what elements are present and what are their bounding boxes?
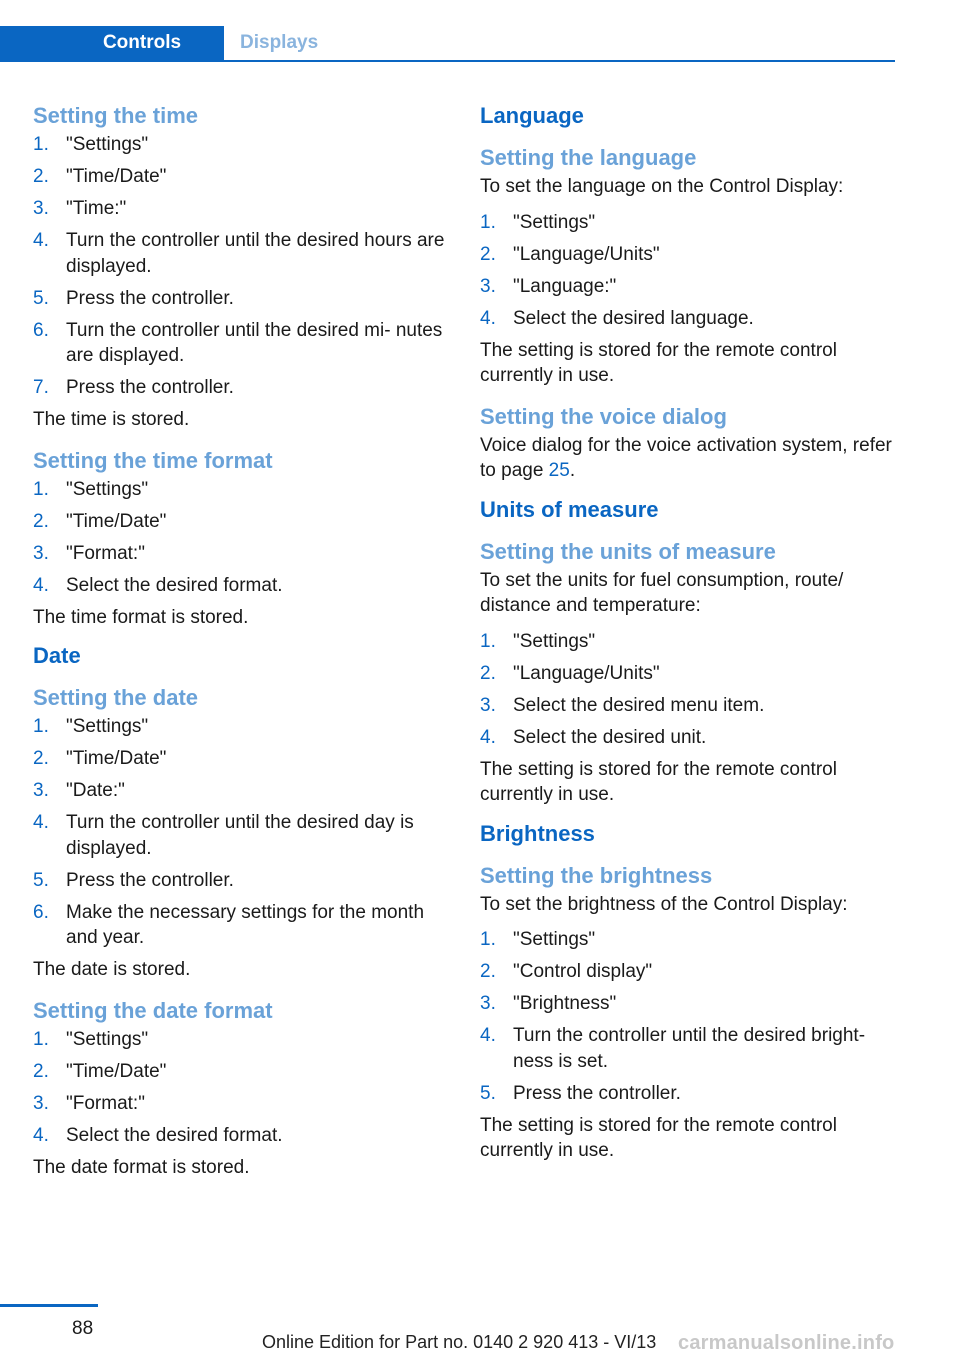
list-item: [33, 746, 453, 772]
intro-brightness: To set the brightness of the Control Display:: [480, 893, 848, 915]
step-text: "Format:": [66, 1092, 145, 1114]
list-item: [480, 306, 900, 332]
step-number: 3.: [480, 993, 496, 1014]
step-text: "Settings": [66, 478, 149, 500]
step-text: "Settings": [513, 630, 596, 652]
heading-setting-date-format: Setting the date format: [33, 997, 273, 1023]
list-item: [33, 541, 453, 567]
note-time-stored: The time is stored.: [33, 409, 190, 430]
step-text: "Time/Date": [66, 166, 167, 187]
heading-setting-brightness: Setting the brightness: [480, 862, 713, 888]
list-item: [480, 725, 900, 751]
heading-setting-time: Setting the time: [33, 103, 199, 128]
step-number: 5.: [33, 869, 49, 891]
heading-setting-language: Setting the language: [480, 145, 697, 170]
step-number: 1.: [33, 1028, 49, 1050]
step-text: "Settings": [66, 716, 149, 737]
edition-text: Online Edition for Part no. 0140 2 920 413 - VI/13: [262, 1332, 657, 1352]
heading-date: Date: [33, 643, 81, 668]
list-item: [33, 318, 453, 369]
note-date-format-stored: The date format is stored.: [33, 1156, 250, 1178]
intro-language: To set the language on the Control Display:: [480, 176, 844, 197]
step-text: Select the desired format.: [66, 574, 283, 596]
header-tab-bar: [0, 26, 895, 62]
heading-setting-time-format: Setting the time format: [33, 447, 273, 473]
step-text: "Settings": [66, 134, 149, 155]
step-number: 7.: [33, 377, 49, 398]
step-number: 5.: [480, 1082, 496, 1104]
heading-setting-voice-dialog: Setting the voice dialog: [480, 403, 727, 429]
step-number: 1.: [480, 211, 496, 233]
list-item: [33, 164, 453, 190]
voice-dialog-text: [480, 433, 900, 484]
heading-units-of-measure: Units of measure: [480, 496, 659, 522]
tab-controls[interactable]: Controls: [0, 26, 224, 60]
list-item: [33, 132, 453, 158]
list-item: [33, 196, 453, 222]
step-number: 3.: [33, 780, 49, 801]
step-number: 3.: [33, 198, 49, 219]
step-text: Select the desired menu item.: [513, 694, 765, 716]
list-item: [480, 1023, 900, 1074]
step-text: "Time/Date": [66, 748, 167, 769]
step-text: Turn the controller until the desired mi‐ nutes are displayed.: [66, 319, 443, 366]
list-item: [480, 629, 900, 655]
heading-brightness: Brightness: [480, 820, 595, 846]
list-item: [33, 509, 453, 535]
step-text: "Time/Date": [66, 510, 167, 532]
step-number: 1.: [480, 630, 496, 652]
step-number: 6.: [33, 901, 49, 923]
step-text: Press the controller.: [66, 377, 234, 398]
step-text: "Brightness": [513, 993, 617, 1014]
step-number: 2.: [33, 1060, 49, 1082]
step-text: "Date:": [66, 780, 125, 801]
step-number: 2.: [33, 166, 49, 187]
step-number: 5.: [33, 287, 49, 309]
list-item: [33, 868, 453, 894]
step-text: "Format:": [66, 542, 145, 564]
step-number: 4.: [33, 812, 49, 833]
step-text: Turn the controller until the desired day is displayed.: [66, 812, 414, 859]
list-item: [33, 286, 453, 312]
step-number: 3.: [33, 1092, 49, 1114]
step-text: "Language:": [513, 275, 617, 297]
step-number: 2.: [33, 748, 49, 769]
steps-setting-time: [33, 132, 453, 401]
header-divider: [0, 60, 895, 62]
heading-language: Language: [480, 103, 584, 128]
note-date-stored: The date is stored.: [33, 959, 191, 980]
step-number: 1.: [33, 478, 49, 500]
list-item: [33, 375, 453, 401]
step-number: 1.: [33, 134, 49, 155]
steps-units: [480, 629, 900, 751]
step-number: 3.: [33, 542, 49, 564]
steps-setting-date: [33, 714, 453, 951]
list-item: [480, 693, 900, 719]
list-item: [33, 714, 453, 740]
note-language-stored: The setting is stored for the remote control currently in use.: [480, 339, 837, 386]
list-item: [33, 1123, 453, 1149]
step-text: Turn the controller until the desired hours are displayed.: [66, 230, 445, 277]
step-text: "Settings": [513, 211, 596, 233]
list-item: [480, 242, 900, 268]
list-item: [33, 477, 453, 503]
step-text: Make the necessary settings for the month and year.: [66, 901, 425, 948]
list-item: [480, 927, 900, 953]
step-text: "Settings": [66, 1028, 149, 1050]
list-item: [480, 1081, 900, 1107]
page-25-link[interactable]: 25: [548, 460, 570, 481]
step-number: 4.: [480, 726, 496, 748]
step-text: Select the desired format.: [66, 1124, 283, 1146]
list-item: [480, 991, 900, 1017]
steps-language: [480, 210, 900, 332]
steps-date-format: [33, 1027, 453, 1149]
list-item: [33, 1091, 453, 1117]
step-text: Turn the controller until the desired bright‐ ness is set.: [513, 1025, 866, 1072]
list-item: [480, 274, 900, 300]
step-number: 2.: [480, 243, 496, 265]
watermark: carmanualsonline.info: [678, 1332, 895, 1354]
step-text: "Settings": [513, 929, 596, 950]
step-number: 2.: [480, 961, 496, 982]
step-text: "Language/Units": [513, 662, 660, 684]
step-number: 3.: [480, 694, 496, 716]
voice-dialog-text-after: .: [569, 460, 576, 481]
step-text: "Language/Units": [513, 243, 660, 265]
note-time-format-stored: The time format is stored.: [33, 606, 249, 628]
step-number: 4.: [480, 1025, 496, 1046]
step-number: 1.: [480, 929, 496, 950]
step-text: "Time:": [66, 198, 127, 219]
left-column: [33, 98, 453, 1190]
list-item: [33, 228, 453, 279]
list-item: [33, 778, 453, 804]
tab-displays[interactable]: Displays: [240, 32, 319, 53]
list-item: [33, 900, 453, 951]
step-text: Select the desired unit.: [513, 726, 707, 748]
right-column: [480, 98, 900, 1174]
page-number: 88: [72, 1318, 94, 1339]
step-text: Press the controller.: [66, 287, 234, 309]
list-item: [480, 959, 900, 985]
step-number: 2.: [480, 662, 496, 684]
list-item: [33, 1027, 453, 1053]
step-text: "Time/Date": [66, 1060, 167, 1082]
voice-dialog-text-before: Voice dialog for the voice activation system, refer to page: [480, 434, 892, 481]
step-number: 4.: [480, 307, 496, 329]
list-item: [33, 573, 453, 599]
note-brightness-stored: The setting is stored for the remote control currently in use.: [480, 1114, 837, 1161]
step-number: 2.: [33, 510, 49, 532]
list-item: [480, 661, 900, 687]
heading-setting-units: Setting the units of measure: [480, 538, 776, 564]
step-number: 6.: [33, 319, 49, 341]
step-number: 4.: [33, 1124, 49, 1146]
footer-divider: [0, 1304, 98, 1307]
step-number: 1.: [33, 716, 49, 737]
list-item: [480, 210, 900, 236]
steps-time-format: [33, 477, 453, 599]
step-text: Press the controller.: [66, 869, 234, 891]
step-number: 4.: [33, 574, 49, 596]
heading-setting-date: Setting the date: [33, 685, 199, 710]
step-number: 3.: [480, 275, 496, 297]
note-units-stored: The setting is stored for the remote control currently in use.: [480, 758, 837, 805]
step-text: "Control display": [513, 961, 653, 982]
step-text: Select the desired language.: [513, 307, 754, 329]
step-text: Press the controller.: [513, 1082, 681, 1104]
step-number: 4.: [33, 230, 49, 251]
list-item: [33, 810, 453, 861]
list-item: [33, 1059, 453, 1085]
intro-units: To set the units for fuel consumption, route/ distance and temperature:: [480, 569, 844, 616]
steps-brightness: [480, 927, 900, 1106]
